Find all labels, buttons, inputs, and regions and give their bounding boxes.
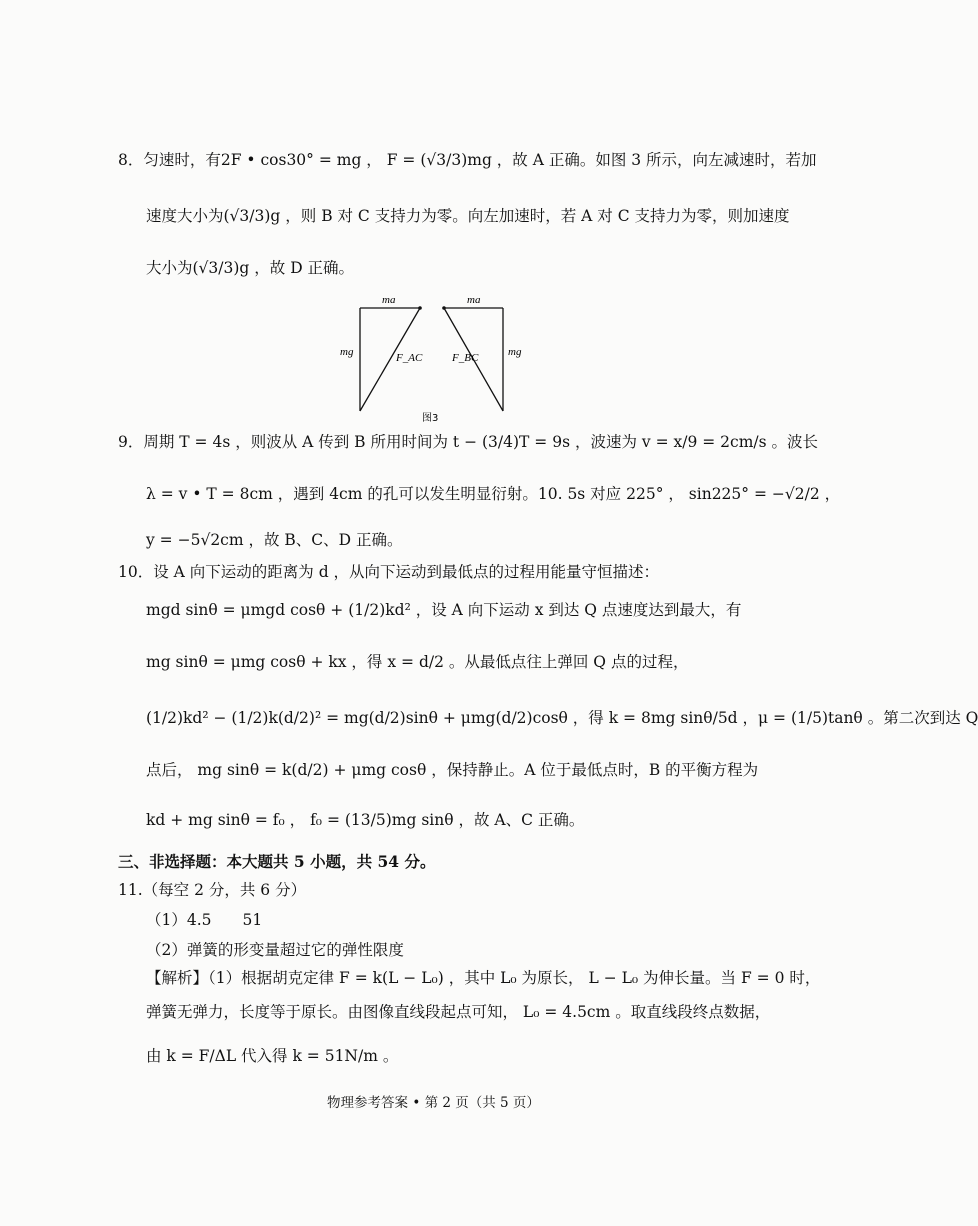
problem9-line3: y = −5√2cm ，故 B、C、D 正确。 xyxy=(146,531,403,549)
right-ma-label: ma xyxy=(467,294,481,306)
problem8-line1: 8．匀速时，有2F • cos30° = mg ， F = (√3/3)mg ，故 A 正确。如图 3 所示，向左减速时，若加 xyxy=(118,151,817,169)
left-vertex-dot xyxy=(418,306,422,310)
page-footer: 物理参考答案 • 第 2 页（共 5 页） xyxy=(327,1095,540,1111)
problem9-line2: λ = v • T = 8cm ，遇到 4cm 的孔可以发生明显衍射。10. 5s 对应 225° ， sin225° = −√2/2 ， xyxy=(146,485,841,503)
problem10-line5: 点后， mg sinθ = k(d/2) + μmg cosθ ，保持静止。A 位于最低点时，B 的平衡方程为 xyxy=(146,761,759,779)
problem11-answer1: （1）4.5 51 xyxy=(146,911,263,929)
problem11-analysis1: 【解析】（1）根据胡克定律 F = k(L − L₀) ，其中 L₀ 为原长， L − L₀ 为伸长量。当 F = 0 时， xyxy=(146,969,821,987)
problem9-line1: 9．周期 T = 4s ，则波从 A 传到 B 所用时间为 t − (3/4)T = 9s ，波速为 v = x/9 = 2cm/s 。波长 xyxy=(118,433,818,451)
problem8-line2: 速度大小为(√3/3)g ，则 B 对 C 支持力为零。向左加速时，若 A 对 C 支持力为零，则加速度 xyxy=(146,207,790,225)
figure-caption: 图3 xyxy=(422,413,439,424)
problem10-line6: kd + mg sinθ = f₀ ， f₀ = (13/5)mg sinθ ，故 A、C 正确。 xyxy=(146,811,585,829)
left-fac-label: F_AC xyxy=(396,352,423,364)
problem11-header: 11.（每空 2 分，共 6 分） xyxy=(118,881,307,899)
left-mg-label: mg xyxy=(340,346,354,358)
problem11-answer2: （2）弹簧的形变量超过它的弹性限度 xyxy=(146,941,404,959)
problem10-line1: 10．设 A 向下运动的距离为 d ，从向下运动到最低点的过程用能量守恒描述： xyxy=(118,563,660,581)
problem11-analysis2: 弹簧无弹力，长度等于原长。由图像直线段起点可知， L₀ = 4.5cm 。取直线段终点数据， xyxy=(146,1003,771,1021)
problem10-line4: (1/2)kd² − (1/2)k(d/2)² = mg(d/2)sinθ + μmg(d/2)cosθ ，得 k = 8mg sinθ/5d ，μ = (1/5)tanθ 。第二次到达 Q xyxy=(146,709,978,727)
section3-heading: 三、非选择题：本大题共 5 小题，共 54 分。 xyxy=(118,852,436,871)
problem10-line3: mg sinθ = μmg cosθ + kx ，得 x = d/2 。从最低点往上弹回 Q 点的过程， xyxy=(146,653,689,671)
figure-3-force-triangles xyxy=(330,288,530,428)
problem8-line3: 大小为(√3/3)g ，故 D 正确。 xyxy=(146,259,355,277)
right-mg-label: mg xyxy=(508,346,522,358)
problem11-analysis3: 由 k = F/ΔL 代入得 k = 51N/m 。 xyxy=(146,1047,399,1065)
left-ma-label: ma xyxy=(382,294,396,306)
problem10-line2: mgd sinθ = μmgd cosθ + (1/2)kd² ，设 A 向下运动 x 到达 Q 点速度达到最大，有 xyxy=(146,601,742,619)
right-vertex-dot xyxy=(442,306,446,310)
right-fbc-label: F_BC xyxy=(452,352,479,364)
